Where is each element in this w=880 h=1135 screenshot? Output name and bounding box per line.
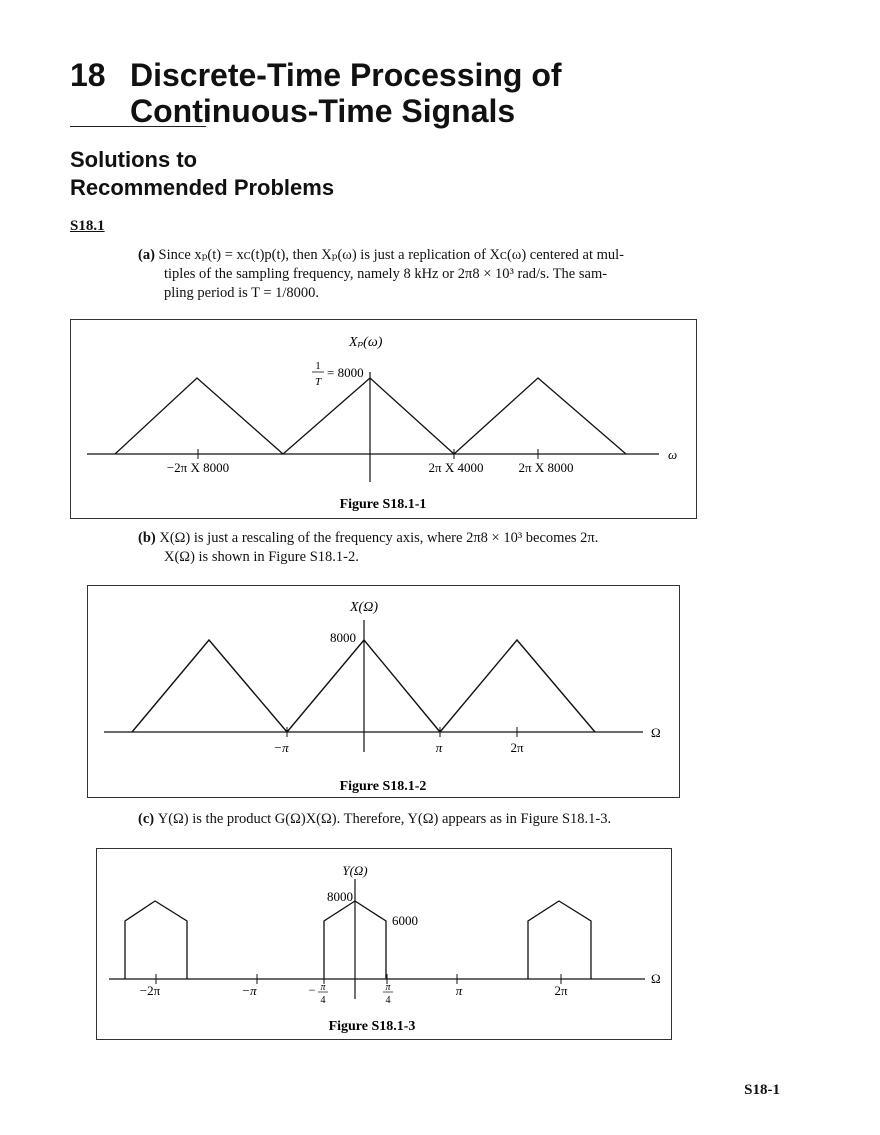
part-c-label: (c) (138, 811, 155, 827)
fig3-tick-label-pi: π (455, 983, 463, 998)
part-a-line1: Since xₚ(t) = xᴄ(t)p(t), then Xₚ(ω) is just a replication of Xᴄ(ω) centered at mul- (158, 247, 624, 263)
fig3-tick-label-pi4-num: π (385, 982, 391, 993)
fig3-edge-label: 6000 (392, 913, 418, 928)
fig1-triangle-center (283, 378, 454, 454)
fig3-pulse-left (125, 901, 187, 979)
page-number: S18-1 (744, 1082, 780, 1098)
fig3-tick-label-neg-pi: −π (241, 983, 257, 998)
figure-s18-1-3 (96, 848, 672, 1040)
fig2-x-label: Ω (651, 725, 661, 740)
fig3-tick-label-neg-pi4-den: 4 (320, 995, 326, 1006)
fig3-y-label: Y(Ω) (342, 863, 368, 878)
fig1-triangle-right (454, 378, 626, 454)
fig1-peak-label-den: T (314, 376, 322, 388)
part-b-paragraph (138, 529, 598, 567)
figure-s18-1-1 (70, 319, 697, 519)
fig1-tick-label-right: 2π X 8000 (518, 460, 574, 475)
fig2-y-label: X(Ω) (350, 600, 378, 615)
part-a-label: (a) (138, 247, 155, 263)
figure-1-plot (71, 320, 696, 518)
part-a-line3: pling period is T = 1/8000. (164, 285, 320, 301)
fig1-y-label: Xₚ(ω) (349, 335, 383, 350)
part-a-paragraph (138, 246, 624, 303)
chapter-rule (70, 126, 206, 127)
fig1-x-label: ω (668, 447, 678, 462)
fig3-caption: Figure S18.1-3 (328, 1019, 416, 1034)
fig3-pulse-right (528, 901, 591, 979)
fig1-tick-label-left: −2π X 8000 (166, 460, 230, 475)
section-heading-line2: Recommended Problems (70, 175, 335, 200)
section-heading (70, 146, 334, 202)
fig1-peak-label-num: 1 (315, 360, 321, 372)
fig3-peak-label: 8000 (327, 889, 353, 904)
figure-s18-1-2 (87, 585, 680, 798)
figure-3-plot (97, 849, 671, 1039)
figure-2-plot (88, 586, 679, 797)
chapter-title-line1: Discrete-Time Processing of (130, 57, 562, 93)
fig2-caption: Figure S18.1-2 (339, 779, 427, 794)
fig3-x-label: Ω (651, 971, 661, 986)
fig3-tick-label-2pi: 2π (554, 983, 568, 998)
fig3-tick-label-neg-2pi: −2π (139, 983, 161, 998)
fig2-tick-label-neg-pi: −π (273, 740, 289, 755)
fig1-triangle-left (115, 378, 283, 454)
fig3-tick-label-neg-pi4-num: π (320, 982, 326, 993)
problem-number: S18.1 (70, 218, 105, 234)
fig2-peak-label: 8000 (330, 630, 356, 645)
fig1-peak-label-value: = 8000 (327, 365, 364, 380)
fig2-tick-label-pi: π (435, 740, 443, 755)
fig1-tick-label-mid: 2π X 4000 (428, 460, 484, 475)
part-b-line1: X(Ω) is just a rescaling of the frequency axis, where 2π8 × 10³ becomes 2π. (159, 530, 599, 546)
chapter-number: 18 (70, 57, 106, 93)
part-c-line1: Y(Ω) is the product G(Ω)X(Ω). Therefore, Y(Ω) appears as in Figure S18.1-3. (157, 811, 612, 827)
part-b-line2: X(Ω) is shown in Figure S18.1-2. (164, 549, 359, 565)
section-heading-line1: Solutions to (70, 147, 198, 172)
chapter-title-line2: Continuous-Time Signals (130, 93, 516, 129)
fig2-tick-label-2pi: 2π (510, 740, 524, 755)
fig2-triangle-left (132, 640, 287, 732)
fig3-tick-label-pi4-den: 4 (385, 995, 391, 1006)
part-a-line2: tiples of the sampling frequency, namely 8 kHz or 2π8 × 10³ rad/s. The sam- (164, 266, 608, 282)
part-b-label: (b) (138, 530, 156, 546)
fig1-caption: Figure S18.1-1 (339, 497, 427, 512)
part-c-paragraph (138, 810, 611, 829)
fig3-tick-label-neg-pi4-sign: − (308, 983, 316, 997)
fig2-triangle-right (440, 640, 595, 732)
